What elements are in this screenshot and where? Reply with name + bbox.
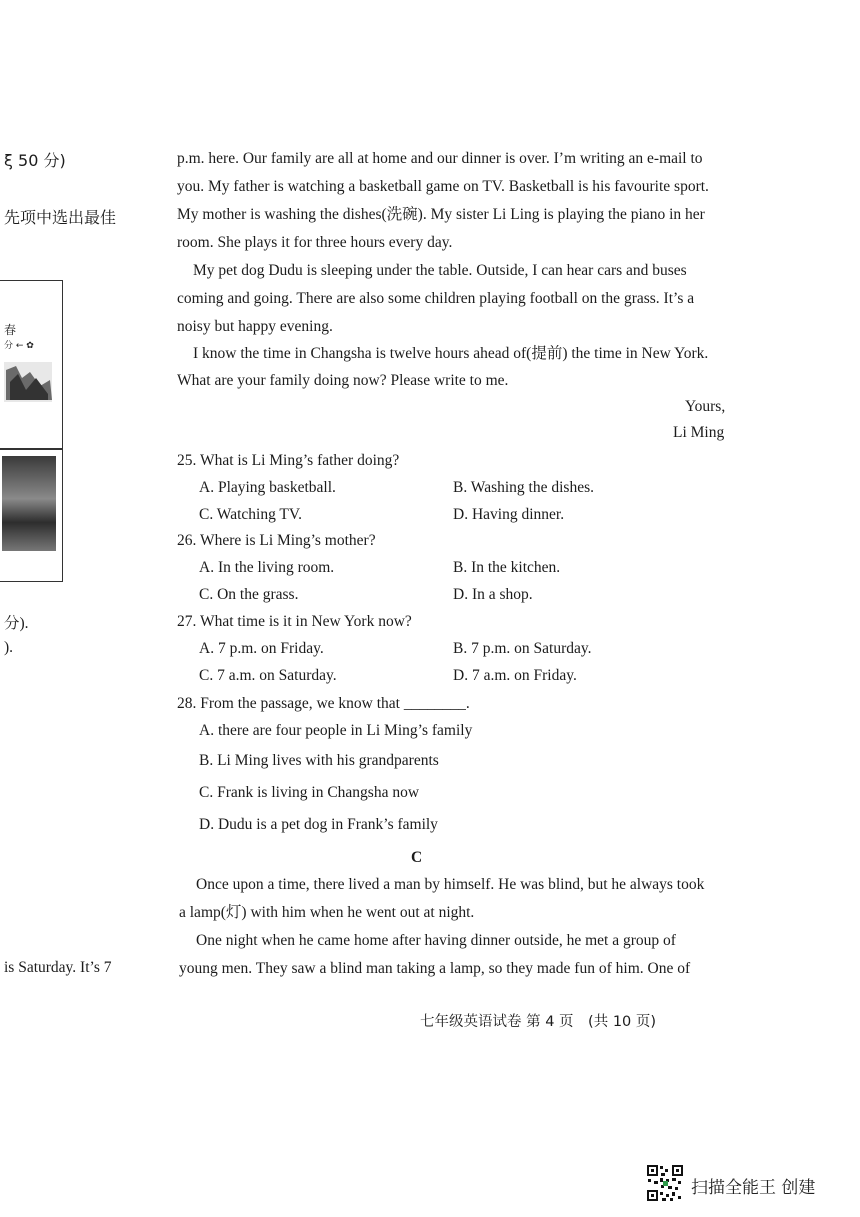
question-option: D. Dudu is a pet dog in Frank’s family xyxy=(199,816,438,833)
left-fragment-b: ). xyxy=(4,639,14,656)
left-image-bottom xyxy=(2,456,56,551)
question-option: C. Frank is living in Changsha now xyxy=(199,784,420,801)
left-fragment-instruction: 先项中选出最佳 xyxy=(4,208,117,227)
left-image-divider xyxy=(0,448,62,450)
left-fragment-a: 分). xyxy=(4,615,29,632)
question-option: C. Watching TV. xyxy=(199,506,302,523)
passage-line: coming and going. There are also some children playing football on the grass. It’s a xyxy=(177,290,695,307)
letter-closing: Yours, xyxy=(685,398,726,415)
question-option: C. On the grass. xyxy=(199,586,299,603)
qr-code-icon xyxy=(646,1164,684,1202)
question-option: B. In the kitchen. xyxy=(453,559,561,576)
passage-line: a lamp(灯) with him when he went out at night. xyxy=(179,904,475,921)
question-option: D. In a shop. xyxy=(453,586,533,603)
passage-line: room. She plays it for three hours every day. xyxy=(177,234,453,251)
question-option: A. 7 p.m. on Friday. xyxy=(199,640,324,657)
passage-line: One night when he came home after having dinner outside, he met a group of xyxy=(196,932,676,949)
question-option: D. Having dinner. xyxy=(453,506,565,523)
question-option: C. 7 a.m. on Saturday. xyxy=(199,667,337,684)
question-stem: 25. What is Li Ming’s father doing? xyxy=(177,452,400,469)
left-image-top xyxy=(0,282,58,442)
passage-line: My pet dog Dudu is sleeping under the table. Outside, I can hear cars and buses xyxy=(193,262,687,279)
passage-line: p.m. here. Our family are all at home and our dinner is over. I’m writing an e-mail to xyxy=(177,150,703,167)
left-fragment-c: is Saturday. It’s 7 xyxy=(4,959,112,976)
question-option: A. Playing basketball. xyxy=(199,479,336,496)
page-footer: 七年级英语试卷 第 4 页 (共 10 页) xyxy=(420,1014,657,1030)
passage-line: young men. They saw a blind man taking a lamp, so they made fun of him. One of xyxy=(179,960,691,977)
scanner-watermark: 扫描全能王 创建 xyxy=(691,1178,816,1198)
svg-text:春: 春 xyxy=(4,323,17,337)
left-fragment-score: ξ 50 分) xyxy=(4,151,66,170)
question-option: B. Li Ming lives with his grandparents xyxy=(199,752,439,769)
question-stem: 27. What time is it in New York now? xyxy=(177,613,412,630)
question-stem: 26. Where is Li Ming’s mother? xyxy=(177,532,376,549)
question-option: B. 7 p.m. on Saturday. xyxy=(453,640,592,657)
letter-signature: Li Ming xyxy=(673,424,725,441)
passage-line: I know the time in Changsha is twelve hours ahead of(提前) the time in New York. xyxy=(193,345,709,362)
question-option: A. In the living room. xyxy=(199,559,335,576)
passage-line: noisy but happy evening. xyxy=(177,318,333,335)
question-option: D. 7 a.m. on Friday. xyxy=(453,667,577,684)
question-option: B. Washing the dishes. xyxy=(453,479,594,496)
question-stem: 28. From the passage, we know that ________. xyxy=(177,695,470,712)
passage-line: you. My father is watching a basketball game on TV. Basketball is his favourite sport. xyxy=(177,178,709,195)
passage-line: Once upon a time, there lived a man by himself. He was blind, but he always took xyxy=(196,876,705,893)
passage-line: What are your family doing now? Please write to me. xyxy=(177,372,509,389)
svg-text:分 ← ✿: 分 ← ✿ xyxy=(4,341,34,351)
passage-line: My mother is washing the dishes(洗碗). My sister Li Ling is playing the piano in her xyxy=(177,206,705,223)
question-option: A. there are four people in Li Ming’s family xyxy=(199,722,473,739)
section-heading: C xyxy=(411,849,423,866)
